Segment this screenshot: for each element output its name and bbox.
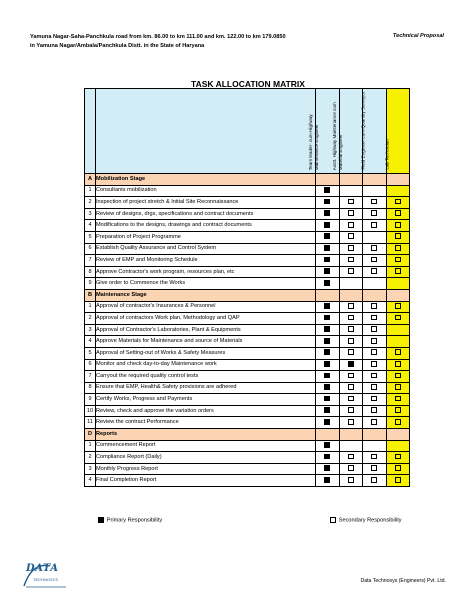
section-blank-cell <box>316 174 340 186</box>
responsibility-cell <box>339 208 363 220</box>
primary-square-icon <box>324 303 330 309</box>
primary-square-icon <box>324 361 330 367</box>
primary-square-icon <box>324 465 330 471</box>
matrix-title: TASK ALLOCATION MATRIX <box>191 79 305 89</box>
responsibility-cell <box>339 301 363 313</box>
responsibility-cell <box>316 371 340 383</box>
responsibility-cell <box>363 208 387 220</box>
section-blank-cell <box>363 429 387 441</box>
responsibility-cell <box>339 440 363 452</box>
secondary-square-icon <box>395 210 401 216</box>
primary-square-icon <box>324 384 330 390</box>
responsibility-cell <box>339 197 363 209</box>
task-description: Monitor and check day-to-day Maintenance work <box>96 359 316 371</box>
secondary-square-icon <box>371 199 377 205</box>
header-num-cell <box>85 89 96 174</box>
secondary-square-icon <box>348 338 354 344</box>
row-number: 4 <box>85 475 96 487</box>
section-name: Mobilization Stage <box>96 174 316 186</box>
secondary-square-icon <box>371 477 377 483</box>
responsibility-cell <box>363 324 387 336</box>
responsibility-cell <box>386 475 410 487</box>
row-number: 4 <box>85 336 96 348</box>
secondary-square-icon <box>395 419 401 425</box>
task-description: Approval of Contractor's Laboratories, Plant & Equipments <box>96 324 316 336</box>
responsibility-cell <box>339 405 363 417</box>
row-number: 7 <box>85 371 96 383</box>
secondary-square-icon <box>371 396 377 402</box>
table-row <box>85 185 410 197</box>
responsibility-cell <box>316 405 340 417</box>
secondary-square-icon <box>395 303 401 309</box>
responsibility-cell <box>386 417 410 429</box>
responsibility-cell <box>363 266 387 278</box>
secondary-square-icon <box>348 384 354 390</box>
header-proposal-label: Technical Proposal <box>392 33 444 39</box>
secondary-square-icon <box>348 199 354 205</box>
responsibility-cell <box>316 313 340 325</box>
secondary-square-icon <box>395 361 401 367</box>
role-label: Field Engineer cum-Quantity Surveyor <box>360 92 366 170</box>
section-letter: D <box>85 429 96 441</box>
responsibility-cell <box>363 278 387 290</box>
responsibility-cell <box>339 394 363 406</box>
responsibility-cell <box>386 371 410 383</box>
secondary-square-icon <box>395 396 401 402</box>
task-description: Carryout the required quality control tests <box>96 371 316 383</box>
row-number: 2 <box>85 197 96 209</box>
task-description: Final Completion Report <box>96 475 316 487</box>
role-label: Asstt. Highway Maintenance cum Material Engineer <box>331 102 342 170</box>
table-row <box>85 417 410 429</box>
responsibility-cell <box>386 185 410 197</box>
secondary-square-icon <box>371 257 377 263</box>
primary-square-icon <box>324 268 330 274</box>
responsibility-cell <box>316 359 340 371</box>
responsibility-cell <box>363 231 387 243</box>
responsibility-cell <box>339 417 363 429</box>
table-row <box>85 371 410 383</box>
secondary-square-icon <box>348 407 354 413</box>
primary-square-icon <box>324 338 330 344</box>
legend-secondary-label: Secondary Responsibility <box>338 517 402 524</box>
primary-square-icon <box>324 233 330 239</box>
task-description: Compliance Report (Daily) <box>96 452 316 464</box>
header-line-1: Yamuna Nagar-Saha-Panchkula road from km. 86.00 to km 111.00 and km. 122.00 to km 179.0850 <box>30 34 286 40</box>
responsibility-cell <box>316 440 340 452</box>
row-number: 1 <box>85 185 96 197</box>
section-blank-cell <box>339 174 363 186</box>
responsibility-cell <box>339 324 363 336</box>
section-blank-cell <box>386 289 410 301</box>
secondary-square-icon <box>348 268 354 274</box>
secondary-square-icon <box>348 465 354 471</box>
primary-square-icon <box>324 407 330 413</box>
secondary-square-icon <box>371 222 377 228</box>
responsibility-cell <box>316 266 340 278</box>
section-blank-cell <box>386 174 410 186</box>
table-row <box>85 475 410 487</box>
section-name: Maintenance Stage <box>96 289 316 301</box>
responsibility-cell <box>363 301 387 313</box>
secondary-square-icon <box>371 373 377 379</box>
responsibility-cell <box>386 324 410 336</box>
responsibility-cell <box>316 231 340 243</box>
responsibility-cell <box>339 266 363 278</box>
secondary-square-icon <box>371 245 377 251</box>
responsibility-cell <box>316 185 340 197</box>
row-number: 10 <box>85 405 96 417</box>
header-line-2: in Yamuna Nagar/Ambala/Panchkula Distt. in the State of Haryana <box>30 43 205 49</box>
responsibility-cell <box>363 463 387 475</box>
responsibility-cell <box>339 359 363 371</box>
responsibility-cell <box>386 220 410 232</box>
responsibility-cell <box>386 452 410 464</box>
responsibility-cell <box>316 255 340 267</box>
secondary-square-icon <box>395 454 401 460</box>
task-description: Approval of Setting-out of Works & Safety Measures <box>96 347 316 359</box>
primary-square-icon <box>324 326 330 332</box>
table-row <box>85 324 410 336</box>
task-description: Certify Works, Progress and Payments <box>96 394 316 406</box>
task-description: Review, check and approve the variation orders <box>96 405 316 417</box>
logo-text: DATA <box>26 563 59 574</box>
responsibility-cell <box>316 301 340 313</box>
primary-square-icon <box>324 257 330 263</box>
responsibility-cell <box>316 208 340 220</box>
logo-subtext: TECHNOSYS <box>33 577 58 582</box>
table-row <box>85 220 410 232</box>
row-number: 9 <box>85 394 96 406</box>
row-number: 4 <box>85 220 96 232</box>
secondary-square-icon <box>348 233 354 239</box>
row-number: 5 <box>85 347 96 359</box>
section-row <box>85 429 410 441</box>
task-description: Establish Quality Assurance and Control System <box>96 243 316 255</box>
responsibility-cell <box>339 220 363 232</box>
secondary-square-icon <box>371 349 377 355</box>
responsibility-cell <box>339 231 363 243</box>
table-row <box>85 266 410 278</box>
responsibility-cell <box>316 278 340 290</box>
responsibility-cell <box>386 336 410 348</box>
table-row <box>85 347 410 359</box>
legend-primary-label: Primary Responsibility <box>106 517 163 524</box>
secondary-square-icon <box>395 199 401 205</box>
responsibility-cell <box>363 336 387 348</box>
task-description: Monthly Progress Report <box>96 463 316 475</box>
section-blank-cell <box>339 289 363 301</box>
responsibility-cell <box>363 243 387 255</box>
role-header-asst-engineer <box>331 89 363 174</box>
row-number: 6 <box>85 243 96 255</box>
task-description: Consultants mobilization <box>96 185 316 197</box>
table-row <box>85 405 410 417</box>
secondary-square-icon <box>371 465 377 471</box>
table-row <box>85 394 410 406</box>
section-blank-cell <box>363 289 387 301</box>
secondary-square-icon <box>371 315 377 321</box>
responsibility-cell <box>316 475 340 487</box>
responsibility-cell <box>386 208 410 220</box>
secondary-square-icon <box>395 384 401 390</box>
row-number: 7 <box>85 255 96 267</box>
task-description: Preparation of Project Programme <box>96 231 316 243</box>
secondary-square-icon <box>348 245 354 251</box>
responsibility-cell <box>339 336 363 348</box>
responsibility-cell <box>386 347 410 359</box>
responsibility-cell <box>363 440 387 452</box>
secondary-square-icon <box>395 349 401 355</box>
role-header-lab-technician <box>383 89 410 174</box>
secondary-square-icon <box>371 454 377 460</box>
matrix-header-row <box>85 89 410 174</box>
secondary-square-icon <box>371 419 377 425</box>
responsibility-cell <box>339 463 363 475</box>
responsibility-cell <box>339 347 363 359</box>
section-name: Reports <box>96 429 316 441</box>
secondary-square-icon <box>371 338 377 344</box>
secondary-square-icon <box>395 233 401 239</box>
responsibility-cell <box>363 405 387 417</box>
secondary-square-icon <box>348 349 354 355</box>
task-description: Approval of contractor's Insurances & Personnel <box>96 301 316 313</box>
task-description: Give order to Commence the Works <box>96 278 316 290</box>
responsibility-cell <box>386 382 410 394</box>
responsibility-cell <box>339 278 363 290</box>
responsibility-cell <box>339 382 363 394</box>
responsibility-cell <box>363 371 387 383</box>
secondary-square-icon <box>371 326 377 332</box>
secondary-square-icon <box>348 210 354 216</box>
responsibility-cell <box>316 382 340 394</box>
task-allocation-table <box>84 88 410 487</box>
primary-square-icon <box>324 373 330 379</box>
legend-primary <box>98 517 162 523</box>
responsibility-cell <box>363 452 387 464</box>
secondary-square-icon <box>371 407 377 413</box>
responsibility-cell <box>386 440 410 452</box>
role-header-field-engineer <box>360 89 387 174</box>
table-row <box>85 301 410 313</box>
task-description: Review the contract Performance <box>96 417 316 429</box>
table-row <box>85 336 410 348</box>
task-description: Approval of contractors Work plan, Methodology and QAP <box>96 313 316 325</box>
task-description: Inspection of project stretch & Initial Site Reconnaissance <box>96 197 316 209</box>
table-row <box>85 463 410 475</box>
secondary-square-icon <box>348 477 354 483</box>
secondary-square-icon <box>348 222 354 228</box>
responsibility-cell <box>386 301 410 313</box>
responsibility-cell <box>339 243 363 255</box>
row-number: 5 <box>85 231 96 243</box>
responsibility-cell <box>316 394 340 406</box>
task-description: Modifications to the designs, drawings and contract documents <box>96 220 316 232</box>
section-row <box>85 289 410 301</box>
responsibility-cell <box>363 359 387 371</box>
secondary-square-icon <box>371 210 377 216</box>
responsibility-cell <box>363 197 387 209</box>
section-blank-cell <box>339 429 363 441</box>
primary-square-icon <box>324 210 330 216</box>
row-number: 3 <box>85 463 96 475</box>
responsibility-cell <box>316 197 340 209</box>
primary-square-icon <box>348 361 354 367</box>
row-number: 3 <box>85 208 96 220</box>
responsibility-cell <box>386 266 410 278</box>
secondary-square-icon <box>348 257 354 263</box>
responsibility-cell <box>386 394 410 406</box>
responsibility-cell <box>363 394 387 406</box>
responsibility-cell <box>363 347 387 359</box>
table-row <box>85 208 410 220</box>
responsibility-cell <box>363 382 387 394</box>
table-row <box>85 359 410 371</box>
responsibility-cell <box>386 405 410 417</box>
row-number: 8 <box>85 382 96 394</box>
secondary-square-icon <box>395 373 401 379</box>
responsibility-cell <box>339 452 363 464</box>
responsibility-cell <box>316 220 340 232</box>
role-label: Team leader- cum-Highway Maintenance Engineer <box>307 114 319 170</box>
task-description: Approve Materials for Maintenance and source of Materials <box>96 336 316 348</box>
primary-square-icon <box>324 442 330 448</box>
table-row <box>85 313 410 325</box>
primary-square-icon <box>324 222 330 228</box>
responsibility-cell <box>316 417 340 429</box>
primary-square-icon <box>98 517 104 523</box>
row-number: 2 <box>85 452 96 464</box>
responsibility-cell <box>339 255 363 267</box>
footer-company: Data Technosys (Engineers) Pvt. Ltd. <box>360 578 446 584</box>
responsibility-cell <box>386 278 410 290</box>
secondary-square-icon <box>395 465 401 471</box>
row-number: 8 <box>85 266 96 278</box>
section-row <box>85 174 410 186</box>
responsibility-cell <box>386 231 410 243</box>
secondary-square-icon <box>348 373 354 379</box>
responsibility-cell <box>386 463 410 475</box>
responsibility-cell <box>316 347 340 359</box>
responsibility-cell <box>386 243 410 255</box>
row-number: 6 <box>85 359 96 371</box>
responsibility-cell <box>363 475 387 487</box>
primary-square-icon <box>324 396 330 402</box>
responsibility-cell <box>363 313 387 325</box>
responsibility-cell <box>339 185 363 197</box>
responsibility-cell <box>386 255 410 267</box>
secondary-square-icon <box>348 396 354 402</box>
task-description: Review of EMP and Monitoring Schedule <box>96 255 316 267</box>
primary-square-icon <box>324 199 330 205</box>
matrix-body <box>85 89 410 487</box>
secondary-square-icon <box>395 257 401 263</box>
primary-square-icon <box>324 187 330 193</box>
legend-secondary <box>330 517 402 523</box>
responsibility-cell <box>316 336 340 348</box>
responsibility-cell <box>316 243 340 255</box>
task-description: Approve Contractor's work program, resources plan, etc <box>96 266 316 278</box>
secondary-square-icon <box>395 245 401 251</box>
secondary-square-icon <box>395 315 401 321</box>
primary-square-icon <box>324 280 330 286</box>
secondary-square-icon <box>395 407 401 413</box>
secondary-square-icon <box>348 454 354 460</box>
responsibility-cell <box>363 185 387 197</box>
row-number: 2 <box>85 313 96 325</box>
role-label: Lab Technician <box>383 139 389 170</box>
responsibility-cell <box>363 417 387 429</box>
secondary-square-icon <box>371 361 377 367</box>
primary-square-icon <box>324 454 330 460</box>
secondary-square-icon <box>330 517 336 523</box>
primary-square-icon <box>324 245 330 251</box>
secondary-square-icon <box>348 326 354 332</box>
responsibility-cell <box>339 371 363 383</box>
primary-square-icon <box>324 419 330 425</box>
secondary-square-icon <box>395 268 401 274</box>
row-number: 1 <box>85 301 96 313</box>
task-description: Review of designs, drgs, specifications and contract documents <box>96 208 316 220</box>
secondary-square-icon <box>395 477 401 483</box>
secondary-square-icon <box>371 303 377 309</box>
section-blank-cell <box>386 429 410 441</box>
row-number: 11 <box>85 417 96 429</box>
responsibility-cell <box>316 463 340 475</box>
table-row <box>85 382 410 394</box>
responsibility-cell <box>386 359 410 371</box>
responsibility-cell <box>339 475 363 487</box>
secondary-square-icon <box>348 315 354 321</box>
task-description: Commencement Report <box>96 440 316 452</box>
responsibility-cell <box>363 255 387 267</box>
responsibility-cell <box>363 220 387 232</box>
primary-square-icon <box>324 349 330 355</box>
secondary-square-icon <box>371 268 377 274</box>
table-row <box>85 231 410 243</box>
section-letter: B <box>85 289 96 301</box>
secondary-square-icon <box>348 419 354 425</box>
table-row <box>85 440 410 452</box>
responsibility-cell <box>316 452 340 464</box>
table-row <box>85 197 410 209</box>
table-row <box>85 255 410 267</box>
secondary-square-icon <box>348 303 354 309</box>
section-blank-cell <box>316 429 340 441</box>
responsibility-cell <box>339 313 363 325</box>
secondary-square-icon <box>371 384 377 390</box>
row-number: 1 <box>85 440 96 452</box>
row-number: 9 <box>85 278 96 290</box>
section-blank-cell <box>363 174 387 186</box>
primary-square-icon <box>324 477 330 483</box>
secondary-square-icon <box>395 222 401 228</box>
responsibility-cell <box>386 197 410 209</box>
row-number: 3 <box>85 324 96 336</box>
document-header <box>30 33 370 51</box>
primary-square-icon <box>324 315 330 321</box>
section-letter: A <box>85 174 96 186</box>
table-row <box>85 278 410 290</box>
table-row <box>85 452 410 464</box>
section-blank-cell <box>316 289 340 301</box>
header-task-cell <box>96 89 316 174</box>
responsibility-cell <box>316 324 340 336</box>
table-row <box>85 243 410 255</box>
task-description: Ensure that EMP, Health& Safety provisions are adhered <box>96 382 316 394</box>
responsibility-cell <box>386 313 410 325</box>
